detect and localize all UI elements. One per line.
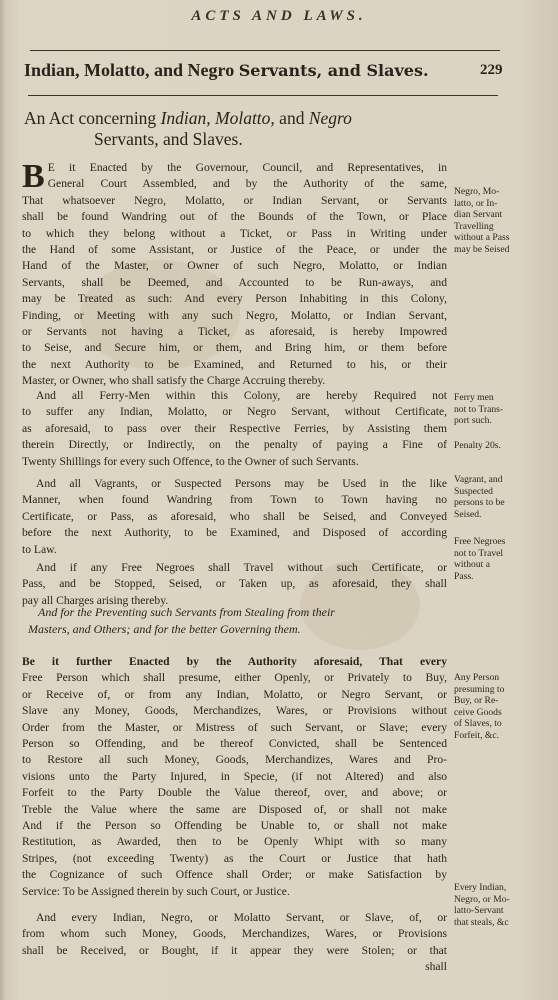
margin-note-line: may be Seised bbox=[454, 243, 510, 255]
text-line: before the next Authority, to be Examined, and Disposed of according bbox=[22, 526, 447, 540]
text-line: And if any Free Negroes shall Travel without such Certificate, or bbox=[36, 561, 447, 574]
margin-note-line: Any Person bbox=[454, 672, 500, 683]
text-line: Twenty Shillings for every such Offence, to the Owner of such Servants. bbox=[22, 454, 359, 468]
text-line: as aforesaid, to pass over their Respective Ferries, by Assisting them bbox=[22, 421, 447, 435]
margin-note-line: ceive Goods bbox=[454, 706, 502, 718]
text-line: or Servants not having a Ticket, as aforesaid, is hereby Impowred bbox=[22, 325, 447, 339]
margin-note-7 bbox=[454, 882, 550, 928]
act-title-part2: and bbox=[279, 108, 305, 128]
paragraph-6 bbox=[22, 910, 447, 976]
text-line: may be Treated as such: And every Person Inhabiting in this Colony, bbox=[22, 292, 447, 306]
margin-note-line: Suspected bbox=[454, 485, 493, 497]
margin-note-2 bbox=[454, 392, 550, 427]
text-line: Order from the Master, or Mistress of such Servant, or Slave; every bbox=[22, 720, 447, 734]
text-line: Hand of the Master, or Owner of such Negro, Molatto, or Indian bbox=[22, 259, 447, 273]
margin-note-line: persons to be bbox=[454, 497, 505, 508]
margin-note-line: that steals, &c bbox=[454, 916, 509, 928]
text-line: the next Authority to be Examined, and Returned to his, or their bbox=[22, 357, 447, 371]
text-line: Free Person which shall presume, either Openly, or Privately to Buy, bbox=[22, 671, 447, 685]
header-rule-top bbox=[30, 50, 500, 51]
margin-note-line: Every Indian, bbox=[454, 882, 507, 893]
margin-note-line: Vagrant, and bbox=[454, 474, 503, 485]
italic-note-line: Masters, and Others; and for the better Governing them. bbox=[28, 622, 301, 636]
text-line: Service: To be Assigned therein by such Court, or Justice. bbox=[22, 884, 290, 898]
margin-note-line: port such. bbox=[454, 415, 492, 426]
margin-note-line: not to Trans- bbox=[454, 403, 504, 415]
text-line: pay all Charges arising thereby. bbox=[22, 593, 169, 607]
header-title-blackletter: Servants, and Slaves. bbox=[238, 61, 429, 80]
margin-note-line: without a Pass bbox=[454, 232, 510, 243]
act-title-italic1: Indian, Molatto, bbox=[160, 108, 275, 128]
italic-note bbox=[28, 604, 448, 638]
text-line: Stripes, (not exceeding Twenty) as the Court or Justice that hath bbox=[22, 851, 447, 865]
act-title-line2: Servants, and Slaves. bbox=[94, 129, 243, 149]
text-line: Pass, and be Stopped, Seised, or Taken up, as aforesaid, they shall bbox=[22, 577, 447, 591]
act-title bbox=[24, 108, 444, 150]
margin-note-line: Buy, or Re- bbox=[454, 695, 499, 706]
page-number: 229 bbox=[480, 62, 503, 78]
text-line: to suffer any Indian, Molatto, or Negro Servant, without Certificate, bbox=[22, 405, 447, 419]
margin-note-line: Forfeit, &c. bbox=[454, 729, 500, 741]
text-line: Treble the Value where the same are Disposed of, or shall not make bbox=[22, 802, 447, 816]
text-line: And all Vagrants, or Suspected Persons may be Used in the like bbox=[36, 477, 447, 490]
text-line: That whatsoever Negro, Molatto, or Indian Servant, or Servants bbox=[22, 193, 447, 207]
margin-note-line: Ferry men bbox=[454, 392, 494, 403]
text-line: And all Ferry-Men within this Colony, are hereby Required not bbox=[36, 389, 447, 402]
running-head: ACTS AND LAWS. bbox=[191, 8, 367, 24]
paragraph-3 bbox=[22, 476, 447, 558]
text-line: Servants, shall be Deemed, and Accounted to be Run-aways, and bbox=[22, 275, 447, 289]
margin-note-4 bbox=[454, 474, 550, 520]
page-header bbox=[24, 60, 524, 81]
text-line: Slave any Money, Goods, Merchandizes, Wares, or Provisions without bbox=[22, 704, 447, 718]
margin-note-line: Seised. bbox=[454, 508, 482, 520]
margin-note-line: of Slaves, to bbox=[454, 718, 502, 729]
text-line: Finding, or Meeting with any such Negro, Molatto, or Indian Servant, bbox=[22, 308, 447, 322]
italic-note-line: And for the Preventing such Servants from Stealing from their bbox=[38, 605, 335, 619]
text-line: to Restore all such Money, Goods, Merchandizes, Wares and Pro- bbox=[22, 753, 447, 767]
margin-note-line: Travelling bbox=[454, 220, 494, 232]
header-title-part2: and Negro bbox=[154, 60, 235, 80]
drop-cap: B bbox=[22, 158, 45, 195]
margin-note-line: not to Travel bbox=[454, 547, 504, 559]
text-line: the Cognizance of such Offence shall Order; or make Satisfaction by bbox=[22, 868, 447, 882]
paragraph-4 bbox=[22, 560, 447, 609]
margin-note-line: Negro, or Mo- bbox=[454, 893, 510, 905]
margin-note-1 bbox=[454, 186, 550, 255]
act-title-italic2: Negro bbox=[308, 108, 352, 128]
margin-note-line: Free Negroes bbox=[454, 536, 506, 547]
text-line: Master, or Owner, who shall satisfy the Charge Accruing thereby. bbox=[22, 374, 326, 388]
text-line: Manner, when found Wandring from Town to Town having no bbox=[22, 493, 447, 507]
margin-note-line: without a bbox=[454, 559, 490, 570]
paragraph-2 bbox=[22, 388, 447, 470]
margin-note-line: Negro, Mo- bbox=[454, 186, 500, 197]
margin-note-line: Penalty 20s. bbox=[454, 440, 501, 451]
act-title-part1: An Act concerning bbox=[24, 108, 157, 128]
margin-note-line: presuming to bbox=[454, 683, 505, 695]
margin-note-line: latto, or In- bbox=[454, 197, 498, 209]
text-line: General Court Assembled, and by the Authority of the same, bbox=[47, 177, 447, 191]
text-line: Certificate, or Pass, as aforesaid, who shall be Seised, and Conveyed bbox=[22, 509, 447, 523]
text-line: or Receive of, or from any Indian, Molatto, or Negro Servant, or bbox=[22, 687, 447, 701]
text-line: therein Directly, or Indirectly, on the penalty of paying a Fine of bbox=[22, 438, 447, 452]
text-line: Forfeit to the Party Double the Value thereof, over, and above; or bbox=[22, 786, 447, 800]
text-line: visions unto the Party Injured, in Specie, (if not Altered) and also bbox=[22, 769, 447, 783]
margin-note-line: latto-Servant bbox=[454, 905, 504, 916]
text-line: Restitution, as Awarded, then to be Openly Whipt with so many bbox=[22, 835, 447, 849]
text-line: to Seise, and Secure him, or them, and Bring him, or them before bbox=[22, 341, 447, 355]
text-line: Person so Offending, and be thereof Convicted, shall be Sentenced bbox=[22, 737, 447, 751]
margin-note-6 bbox=[454, 672, 550, 741]
margin-note-line: dian Servant bbox=[454, 209, 503, 220]
text-line: Be it further Enacted by the Authority aforesaid, That every bbox=[22, 655, 447, 668]
catchword: shall bbox=[425, 960, 447, 974]
text-line: to which they belong without a Ticket, or Pass in Writing under bbox=[22, 226, 447, 240]
header-rule-bottom bbox=[28, 95, 498, 96]
header-title-part1: Indian, Molatto, bbox=[24, 60, 150, 80]
text-line: from whom such Money, Goods, Merchandizes, Wares, or Provisions bbox=[22, 927, 447, 941]
text-line: And every Indian, Negro, or Molatto Servant, or Slave, of, or bbox=[36, 911, 447, 924]
text-line: to Law. bbox=[22, 542, 57, 556]
margin-note-line: Pass. bbox=[454, 570, 474, 582]
paragraph-1 bbox=[22, 160, 447, 390]
paragraph-5 bbox=[22, 654, 447, 900]
margin-note-5 bbox=[454, 536, 550, 582]
text-line: And if the Person so Offending be Unable to, or shall not make bbox=[22, 819, 447, 833]
margin-note-3 bbox=[454, 440, 550, 452]
text-line: shall be found Wandring out of the Bounds of the Town, or Place bbox=[22, 210, 447, 224]
text-line: E it Enacted by the Governour, Council, and Representatives, in bbox=[47, 161, 447, 174]
text-line: the Hand of some Assistant, or Justice of the Peace, or under the bbox=[22, 243, 447, 257]
text-line: shall be Received, or Bought, if it appear they were Stolen; or that bbox=[22, 943, 447, 957]
